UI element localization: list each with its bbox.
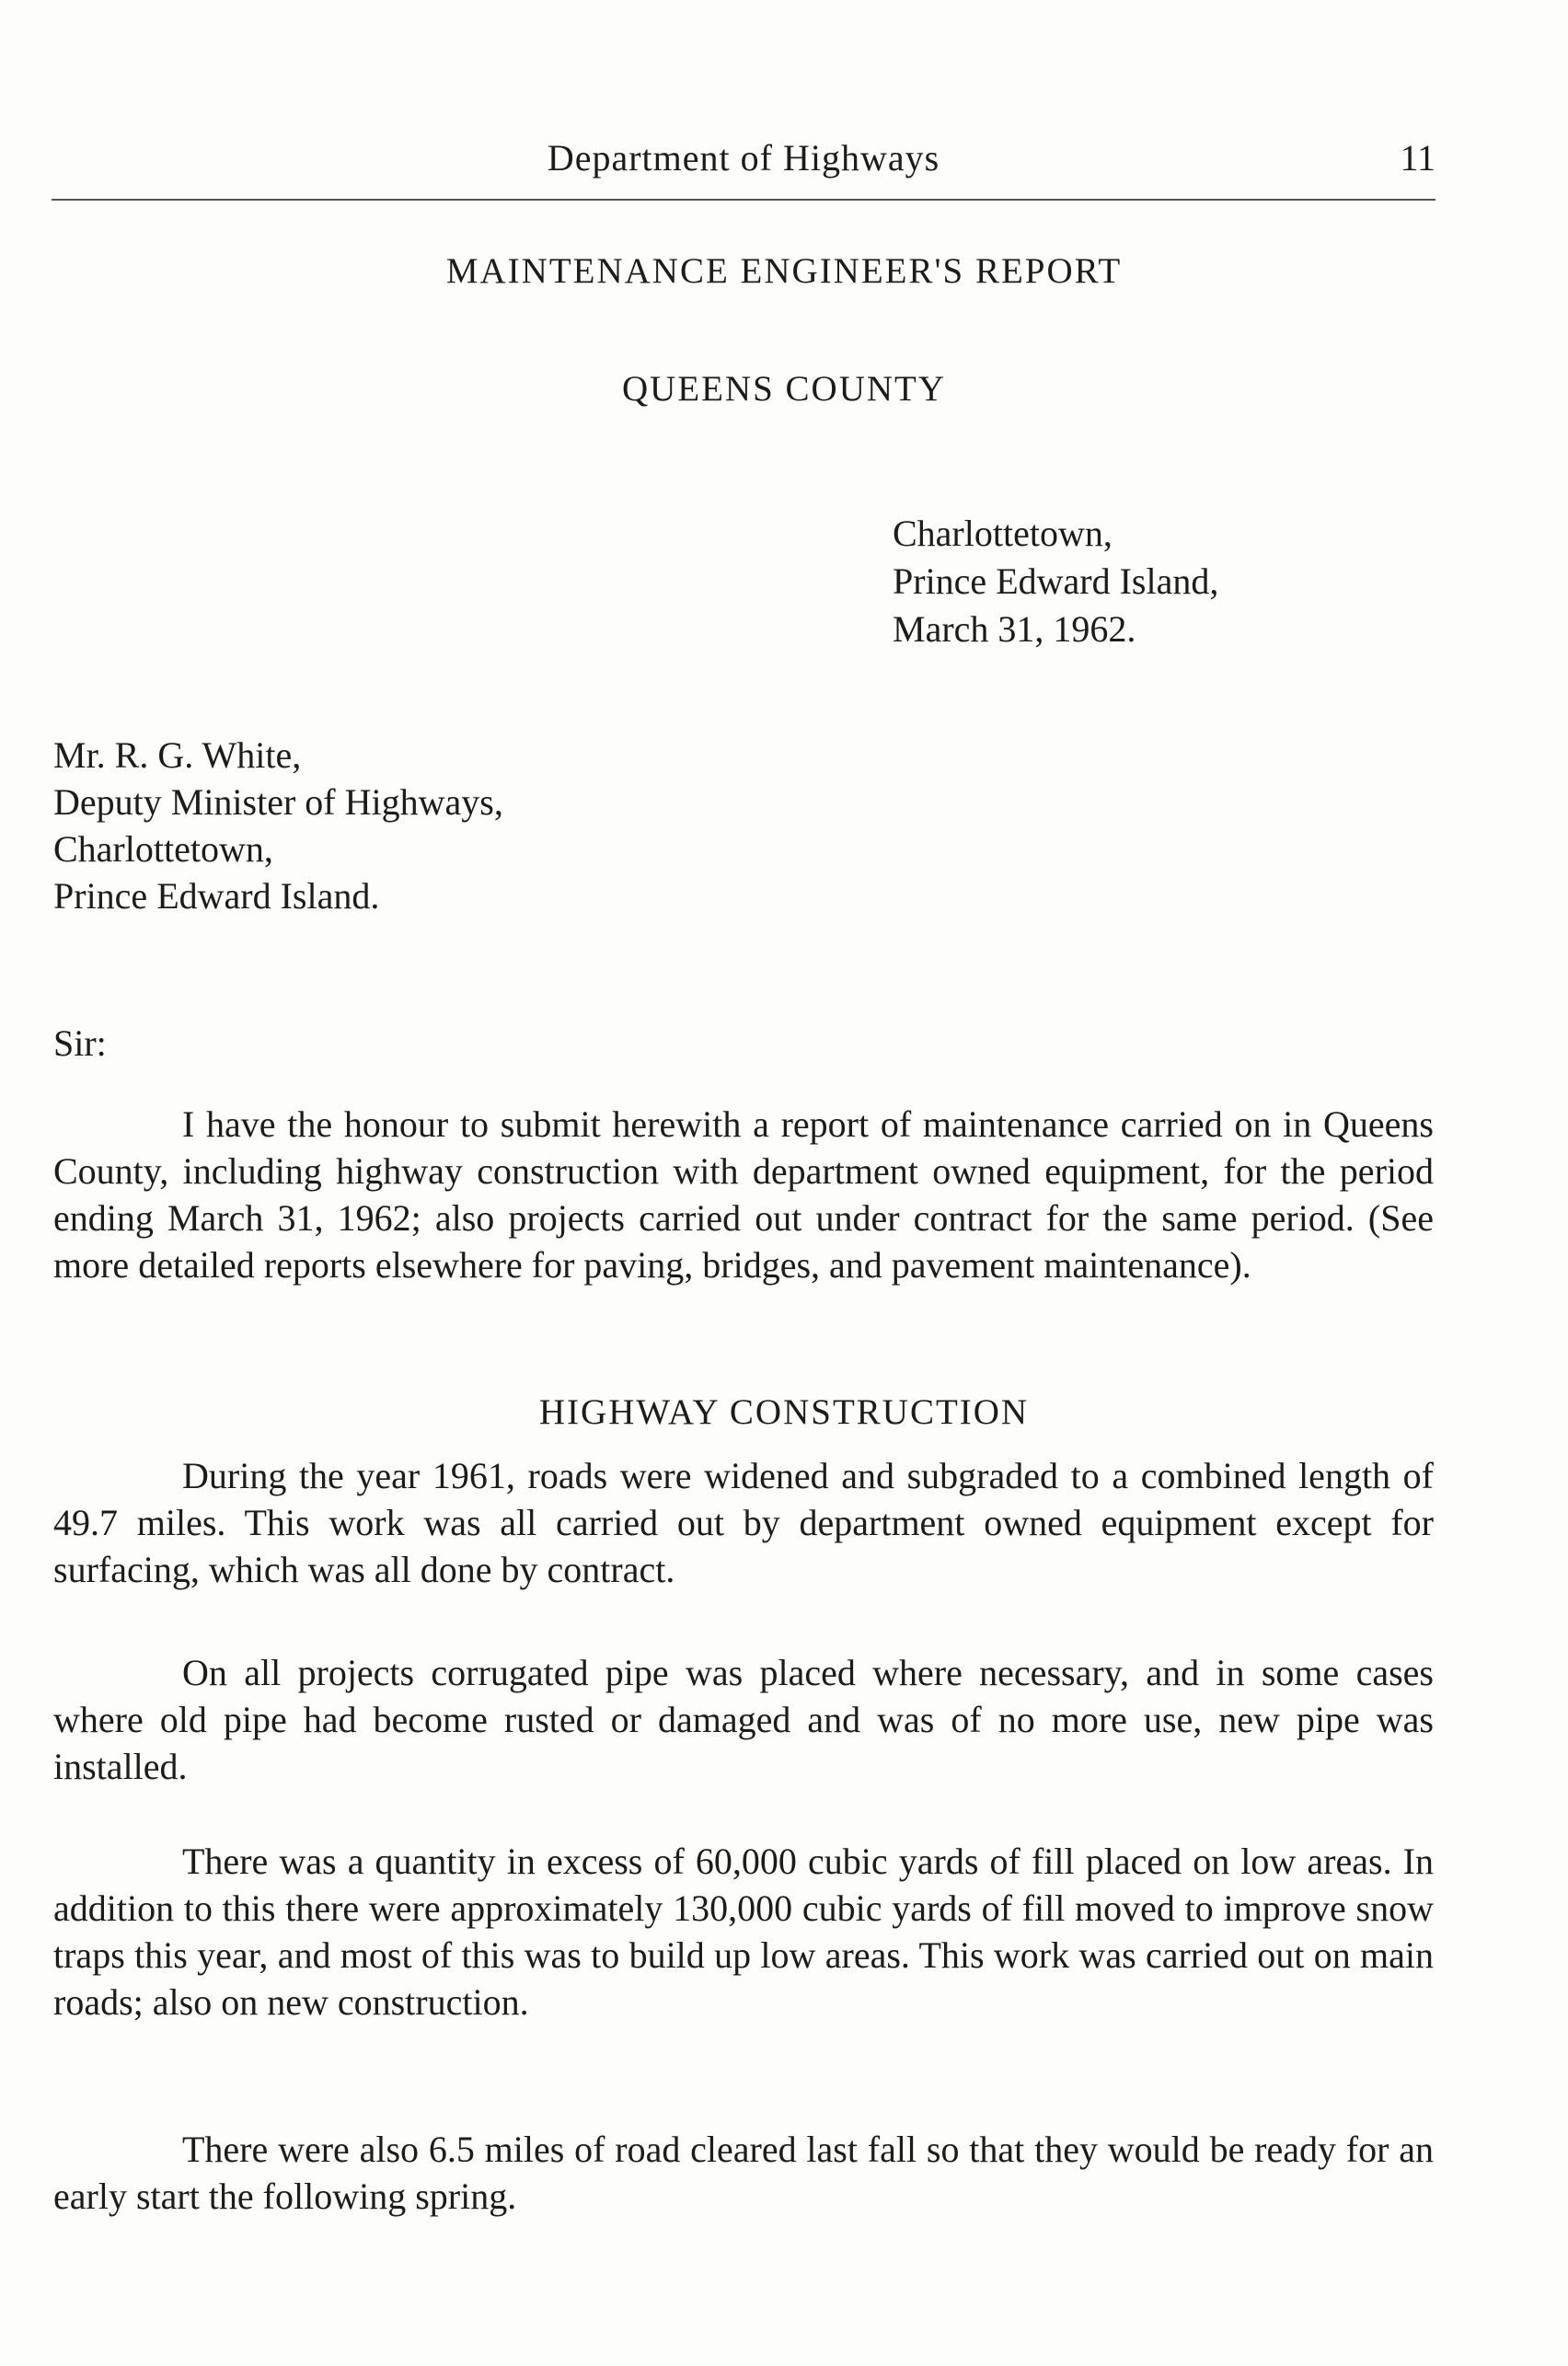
report-title: MAINTENANCE ENGINEER'S REPORT: [445, 251, 1123, 291]
running-head-title: Department of Highways: [547, 137, 940, 179]
dateline-province: Prince Edward Island,: [893, 560, 1219, 602]
dateline-city: Charlottetown,: [893, 513, 1113, 554]
body-paragraph: There were also 6.5 miles of road cleared last fall so that they would be ready for an early start the following spring.: [53, 2129, 1434, 2217]
header-rule: [52, 199, 1435, 201]
body-paragraph: There was a quantity in excess of 60,000 cubic yards of fill placed on low areas. In addition to this there were approximately 130,000 cubic yards of fill moved to improve snow traps this year, and most of this was to build up low areas. This work was carried out on main roads; also on new construction.: [53, 1841, 1434, 2023]
body-paragraph: On all projects corrugated pipe was placed where necessary, and in some cases where old pipe had become rusted or damaged and was of no more use, new pipe was installed.: [53, 1652, 1434, 1787]
running-head: [52, 129, 1435, 193]
addressee-city: Charlottetown,: [53, 828, 273, 870]
addressee-name: Mr. R. G. White,: [53, 734, 302, 776]
addressee-block: [53, 732, 503, 919]
dateline-date: March 31, 1962.: [893, 608, 1136, 650]
section-heading: HIGHWAY CONSTRUCTION: [538, 1392, 1030, 1432]
salutation: Sir:: [53, 1022, 107, 1064]
county-title: QUEENS COUNTY: [621, 369, 947, 409]
page-number: 11: [1400, 137, 1435, 179]
intro-paragraph: I have the honour to submit herewith a report of maintenance carried on in Queens County, including highway construction with department owned equipment, for the period ending March 31, 1962; also projects carried out under contract for the same period. (See more detailed reports elsewhere for paving, bridges, and pavement maintenance).: [53, 1103, 1434, 1286]
dateline: [893, 510, 1218, 653]
addressee-province: Prince Edward Island.: [53, 875, 380, 917]
addressee-title: Deputy Minister of Highways,: [53, 781, 503, 823]
body-paragraph: During the year 1961, roads were widened and subgraded to a combined length of 49.7 miles. This work was all carried out by department owned equipment except for surfacing, which was all done by contract.: [53, 1455, 1434, 1590]
